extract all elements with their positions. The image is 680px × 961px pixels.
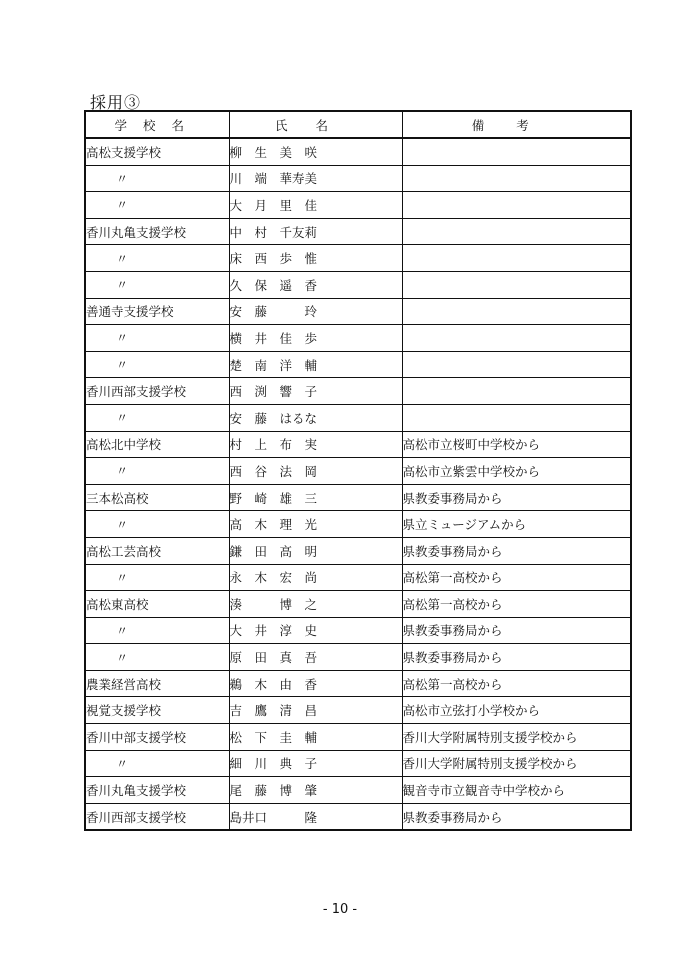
school-cell: 香川西部支援学校 — [85, 803, 229, 830]
table-row — [85, 564, 631, 591]
school-cell: 香川丸亀支援学校 — [85, 218, 229, 245]
school-cell: 〃 — [85, 351, 229, 378]
note-cell: 高松第一高校から — [402, 591, 631, 618]
table-row — [85, 165, 631, 192]
note-cell — [402, 245, 631, 272]
note-cell — [402, 165, 631, 192]
table-row — [85, 511, 631, 538]
note-cell — [402, 271, 631, 298]
school-cell: 善通寺支援学校 — [85, 298, 229, 325]
note-cell: 高松市立弦打小学校から — [402, 697, 631, 724]
table-header-row — [85, 111, 631, 138]
name-cell: 湊 博 之 — [229, 591, 402, 618]
table-row — [85, 484, 631, 511]
school-cell: 〃 — [85, 245, 229, 272]
school-cell: 三本松高校 — [85, 484, 229, 511]
table-row — [85, 192, 631, 219]
name-cell: 楚 南 洋 輔 — [229, 351, 402, 378]
table-row — [85, 351, 631, 378]
school-cell: 高松東高校 — [85, 591, 229, 618]
school-cell: 〃 — [85, 750, 229, 777]
name-cell: 原 田 真 吾 — [229, 644, 402, 671]
section-title: 採用③ — [90, 93, 142, 112]
table-row — [85, 245, 631, 272]
note-cell: 県教委事務局から — [402, 803, 631, 830]
personnel-table — [84, 110, 632, 831]
name-cell: 吉 鷹 清 昌 — [229, 697, 402, 724]
note-cell: 香川大学附属特別支援学校から — [402, 724, 631, 751]
school-cell: 〃 — [85, 325, 229, 352]
school-cell: 〃 — [85, 644, 229, 671]
note-cell: 高松第一高校から — [402, 670, 631, 697]
name-cell: 西 渕 響 子 — [229, 378, 402, 405]
name-cell: 永 木 宏 尚 — [229, 564, 402, 591]
note-cell: 県立ミュージアムから — [402, 511, 631, 538]
table-row — [85, 697, 631, 724]
table-row — [85, 670, 631, 697]
column-header-name: 氏名 — [229, 111, 402, 138]
school-cell: 高松工芸高校 — [85, 537, 229, 564]
table-row — [85, 777, 631, 804]
name-cell: 床 西 歩 惟 — [229, 245, 402, 272]
note-cell: 高松第一高校から — [402, 564, 631, 591]
school-cell: 視覚支援学校 — [85, 697, 229, 724]
note-cell: 県教委事務局から — [402, 644, 631, 671]
school-cell: 高松支援学校 — [85, 138, 229, 165]
name-cell: 高 木 理 光 — [229, 511, 402, 538]
school-cell: 〃 — [85, 271, 229, 298]
school-cell: 〃 — [85, 404, 229, 431]
note-cell — [402, 378, 631, 405]
table-body — [85, 138, 631, 830]
table-row — [85, 431, 631, 458]
name-cell: 野 崎 雄 三 — [229, 484, 402, 511]
school-cell: 〃 — [85, 564, 229, 591]
column-header-note: 備考 — [402, 111, 631, 138]
table-row — [85, 803, 631, 830]
note-cell: 県教委事務局から — [402, 537, 631, 564]
note-cell — [402, 218, 631, 245]
name-cell: 鵜 木 由 香 — [229, 670, 402, 697]
name-cell: 鎌 田 高 明 — [229, 537, 402, 564]
school-cell: 香川中部支援学校 — [85, 724, 229, 751]
table-row — [85, 298, 631, 325]
note-cell — [402, 404, 631, 431]
table-row — [85, 404, 631, 431]
note-cell: 県教委事務局から — [402, 484, 631, 511]
table-row — [85, 458, 631, 485]
name-cell: 川 端 華寿美 — [229, 165, 402, 192]
school-cell: 〃 — [85, 617, 229, 644]
table-row — [85, 537, 631, 564]
table-row — [85, 138, 631, 165]
name-cell: 松 下 圭 輔 — [229, 724, 402, 751]
note-cell — [402, 325, 631, 352]
name-cell: 西 谷 法 岡 — [229, 458, 402, 485]
name-cell: 大 月 里 佳 — [229, 192, 402, 219]
note-cell: 観音寺市立観音寺中学校から — [402, 777, 631, 804]
note-cell: 高松市立紫雲中学校から — [402, 458, 631, 485]
school-cell: 〃 — [85, 511, 229, 538]
school-cell: 〃 — [85, 458, 229, 485]
name-cell: 久 保 遥 香 — [229, 271, 402, 298]
school-cell: 〃 — [85, 192, 229, 219]
school-cell: 高松北中学校 — [85, 431, 229, 458]
name-cell: 安 藤 玲 — [229, 298, 402, 325]
table-row — [85, 378, 631, 405]
table-row — [85, 644, 631, 671]
table-row — [85, 724, 631, 751]
note-cell: 香川大学附属特別支援学校から — [402, 750, 631, 777]
table-row — [85, 218, 631, 245]
school-cell: 香川丸亀支援学校 — [85, 777, 229, 804]
column-header-school: 学校名 — [85, 111, 229, 138]
note-cell — [402, 192, 631, 219]
name-cell: 中 村 千友莉 — [229, 218, 402, 245]
note-cell — [402, 351, 631, 378]
name-cell: 大 井 淳 史 — [229, 617, 402, 644]
table-row — [85, 591, 631, 618]
note-cell: 県教委事務局から — [402, 617, 631, 644]
name-cell: 柳 生 美 咲 — [229, 138, 402, 165]
table-row — [85, 271, 631, 298]
table-row — [85, 325, 631, 352]
name-cell: 島井口 隆 — [229, 803, 402, 830]
note-cell: 高松市立桜町中学校から — [402, 431, 631, 458]
name-cell: 細 川 典 子 — [229, 750, 402, 777]
note-cell — [402, 298, 631, 325]
school-cell: 〃 — [85, 165, 229, 192]
school-cell: 農業経営高校 — [85, 670, 229, 697]
table-row — [85, 617, 631, 644]
school-cell: 香川西部支援学校 — [85, 378, 229, 405]
name-cell: 横 井 佳 歩 — [229, 325, 402, 352]
name-cell: 村 上 布 実 — [229, 431, 402, 458]
name-cell: 安 藤 はるな — [229, 404, 402, 431]
table-row — [85, 750, 631, 777]
page-number: - 10 - — [322, 902, 358, 917]
name-cell: 尾 藤 博 肇 — [229, 777, 402, 804]
note-cell — [402, 138, 631, 165]
